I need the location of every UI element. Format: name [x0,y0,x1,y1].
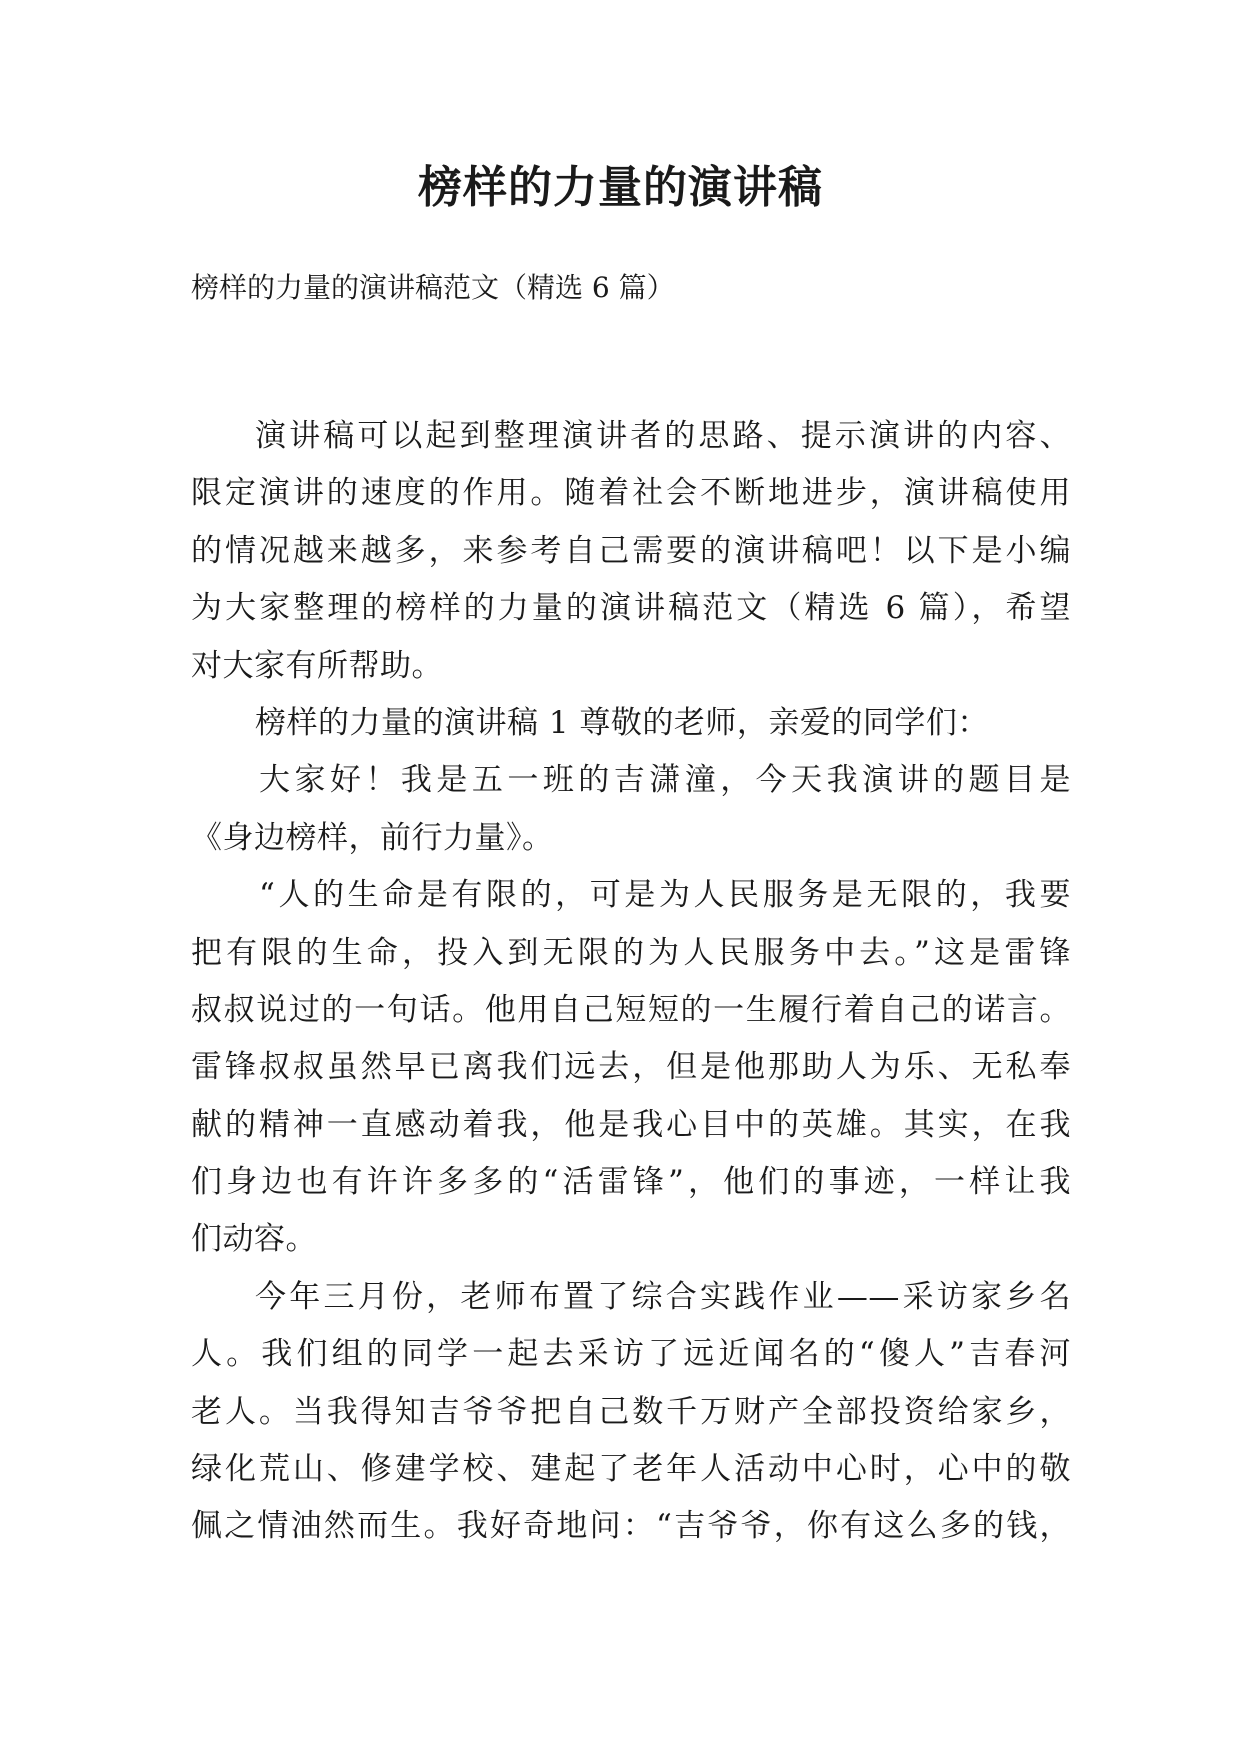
paragraph-line: 对大家有所帮助。 [191,647,443,684]
paragraph-line: 大家好！我是五一班的吉潇潼，今天我演讲的题目是 [259,762,1071,799]
document-subtitle: 榜样的力量的演讲稿范文（精选 6 篇） [191,271,675,304]
paragraph-line: 们身边也有许许多多的“活雷锋”，他们的事迹，一样让我 [191,1164,1071,1201]
paragraph-line: 榜样的力量的演讲稿 1 尊敬的老师，亲爱的同学们： [255,704,989,741]
paragraph-line: 《身边榜样，前行力量》。 [191,819,554,856]
paragraph-line: 限定演讲的速度的作用。随着社会不断地进步，演讲稿使用 [191,475,1071,512]
paragraph-line: 的情况越来越多，来参考自己需要的演讲稿吧！以下是小编 [191,532,1071,569]
document-title: 榜样的力量的演讲稿 [418,162,823,213]
paragraph-line: 雷锋叔叔虽然早已离我们远去，但是他那助人为乐、无私奉 [191,1049,1071,1086]
paragraph-line: 演讲稿可以起到整理演讲者的思路、提示演讲的内容、 [255,418,1071,454]
paragraph-line: 叔叔说过的一句话。他用自己短短的一生履行着自己的诺言。 [191,991,1071,1028]
paragraph-line: “人的生命是有限的，可是为人民服务是无限的，我要 [259,877,1071,914]
paragraph-line: 佩之情油然而生。我好奇地问：“吉爷爷，你有这么多的钱， [191,1508,1071,1545]
paragraph-line: 人。我们组的同学一起去采访了远近闻名的“傻人”吉春河 [191,1336,1071,1373]
paragraph-line: 绿化荒山、修建学校、建起了老年人活动中心时，心中的敬 [191,1451,1071,1488]
paragraph-line: 今年三月份，老师布置了综合实践作业——采访家乡名 [255,1278,1071,1315]
paragraph-line: 把有限的生命，投入到无限的为人民服务中去。”这是雷锋 [191,934,1071,971]
paragraph-line: 老人。当我得知吉爷爷把自己数千万财产全部投资给家乡， [191,1393,1071,1430]
paragraph-line: 们动容。 [191,1221,317,1258]
paragraph-line: 为大家整理的榜样的力量的演讲稿范文（精选 6 篇），希望 [191,590,1071,627]
paragraph-line: 献的精神一直感动着我，他是我心目中的英雄。其实，在我 [191,1106,1071,1143]
document-body [191,408,1071,1556]
